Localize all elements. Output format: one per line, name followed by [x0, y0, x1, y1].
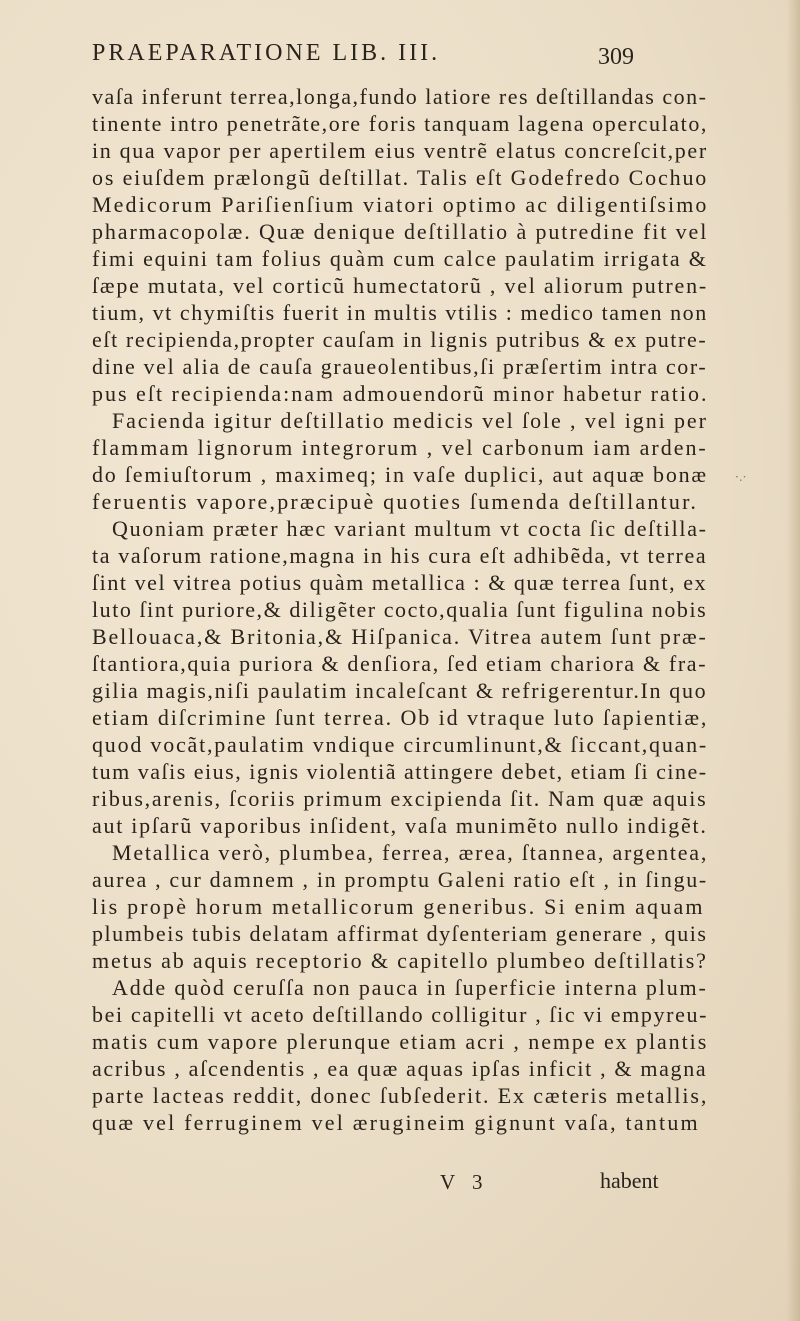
text-line: tinente intro penetrãte,ore foris tanquam lagena operculato, [92, 111, 709, 136]
text-line: quod vocãt,paulatim vndique circumlinunt,& ſiccant,quan- [92, 732, 709, 757]
text-line: Bellouaca,& Britonia,& Hiſpanica. Vitrea autem ſunt præ- [92, 624, 708, 649]
text-line: metus ab aquis receptorio & capitello plumbeo deſtillatis? [92, 948, 708, 973]
text-line: ribus,arenis, ſcoriis primum excipienda ſit. Nam quæ aquis [92, 786, 708, 811]
text-line: pus eſt recipienda:nam admouendorũ minor habetur ratio. [92, 381, 709, 406]
text-line: lis propè horum metallicorum generibus. Si enim aquam [92, 894, 705, 919]
text-line: aurea , cur damnem , in promptu Galeni ratio eſt , in ſingu- [92, 867, 708, 892]
text-line: Medicorum Pariſienſium viatori optimo ac diligentiſsimo [92, 192, 709, 217]
paper-speck-mark: ·.· [735, 470, 747, 484]
text-line: dine vel alia de cauſa graueolentibus,ſi præſertim intra cor- [92, 354, 708, 379]
text-line: plumbeis tubis delatam affirmat dyſenteriam generare , quis [92, 921, 708, 946]
text-line: tium, vt chymiſtis fuerit in multis vtilis : medico tamen non [92, 300, 708, 325]
text-line: aut ipſarũ vaporibus inſident, vaſa munimẽto nullo indigẽt. [92, 813, 708, 838]
text-line: acribus , aſcendentis , ea quæ aquas ipſas inficit , & magna [92, 1056, 708, 1081]
text-line: flammam lignorum integrorum , vel carbonum iam arden- [92, 435, 708, 460]
text-line: ſint vel vitrea potius quàm metallica : & quæ terrea ſunt, ex [92, 570, 708, 595]
text-line: Facienda igitur deſtillatio medicis vel ſole , vel igni per [112, 408, 708, 433]
text-line: vaſa inferunt terrea,longa,fundo latiore res deſtillandas con- [92, 84, 708, 109]
text-line: feruentis vapore,præcipuè quoties ſumenda deſtillantur. [92, 489, 699, 514]
text-line: ſæpe mutata, vel corticũ humectatorũ , vel aliorum putren- [92, 273, 708, 298]
signature-mark: V 3 [440, 1170, 489, 1194]
text-line: Quoniam præter hæc variant multum vt cocta ſic deſtilla- [112, 516, 708, 541]
text-line: tum vaſis eius, ignis violentiã attingere debet, etiam ſi cine- [92, 759, 708, 784]
text-line: luto ſint puriore,& diligẽter cocto,qualia ſunt figulina nobis [92, 597, 708, 622]
page-number: 309 [598, 44, 634, 70]
catchword: habent [600, 1168, 659, 1193]
text-line: pharmacopolæ. Quæ denique deſtillatio à putredine fit vel [92, 219, 709, 244]
text-line: bei capitelli vt aceto deſtillando colligitur , ſic vi empyreu- [92, 1002, 709, 1027]
text-line: quæ vel ferruginem vel ærugineim gignunt vaſa, tantum [92, 1110, 700, 1135]
text-line: ſtantiora,quia puriora & denſiora, ſed etiam chariora & fra- [92, 651, 708, 676]
text-line: os eiuſdem prælongũ deſtillat. Talis eſt Godefredo Cochuo [92, 165, 709, 190]
text-line: etiam diſcrimine ſunt terrea. Ob id vtraque luto ſapientiæ, [92, 705, 709, 730]
text-line: fimi equini tam folius quàm cum calce paulatim irrigata & [92, 246, 708, 271]
text-line: eſt recipienda,propter cauſam in lignis putribus & ex putre- [92, 327, 708, 352]
text-line: in qua vapor per apertilem eius ventrẽ elatus concreſcit,per [92, 138, 708, 163]
text-line: parte lacteas reddit, donec ſubſederit. Ex cæteris metallis, [92, 1083, 709, 1108]
text-line: gilia magis,niſi paulatim incaleſcant & refrigerentur.In quo [92, 678, 708, 703]
body-text [0, 80, 800, 1210]
text-line: Adde quòd ceruſſa non pauca in ſuperficie interna plum- [112, 975, 708, 1000]
text-line: Metallica verò, plumbea, ferrea, ærea, ſtannea, argentea, [112, 840, 709, 865]
running-head: PRAEPARATIONE LIB. III. [92, 40, 441, 66]
text-line: do ſemiuſtorum , maximeq; in vaſe duplici, aut aquæ bonæ [92, 462, 708, 487]
text-line: ta vaſorum ratione,magna in his cura eſt adhibẽda, vt terrea [92, 543, 708, 568]
text-line: matis cum vapore plerunque etiam acri , nempe ex plantis [92, 1029, 709, 1054]
